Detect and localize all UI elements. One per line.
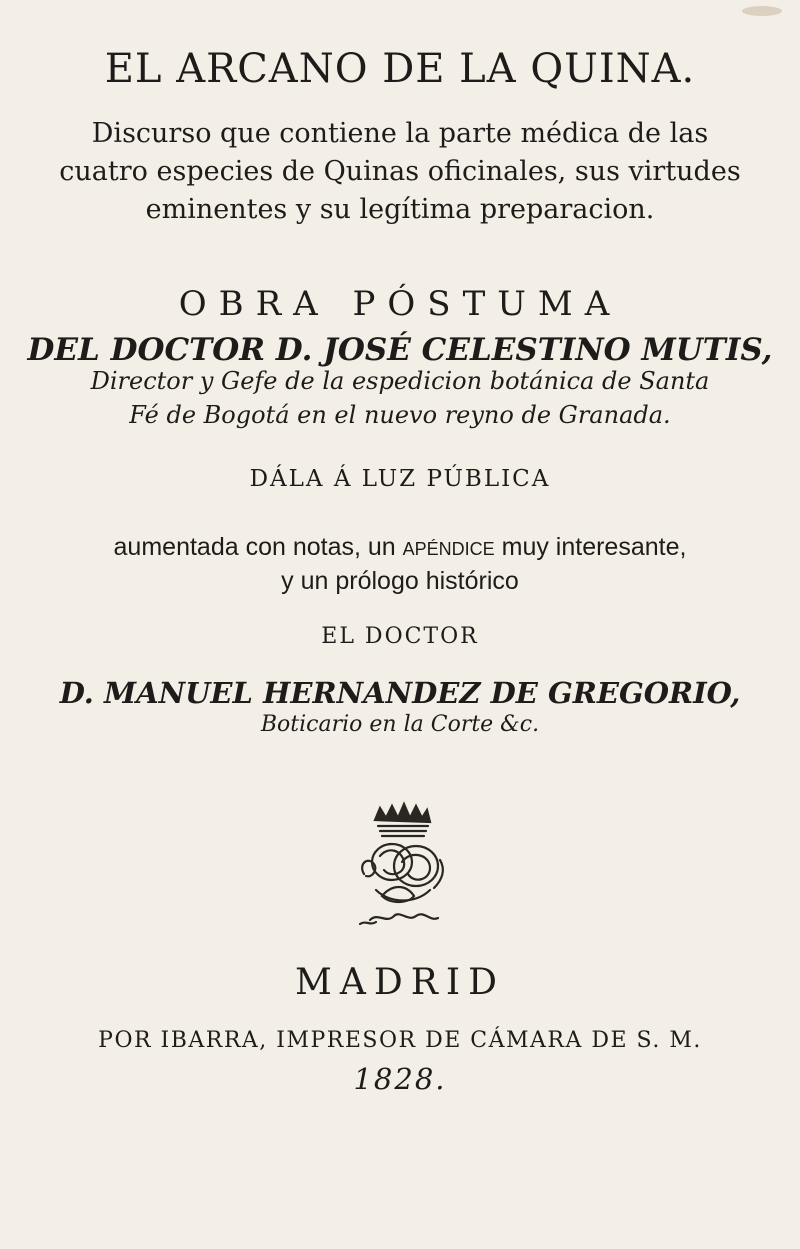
- author-role-line-2: Fé de Bogotá en el nuevo reyno de Granada.: [129, 401, 671, 429]
- doctor-heading: EL DOCTOR: [321, 624, 479, 649]
- publication-line-2: y un prólogo histórico: [281, 567, 519, 595]
- paper-stain: [742, 6, 782, 16]
- editor-name: D. MANUEL HERNANDEZ DE GREGORIO,: [59, 676, 741, 710]
- imprint-year: 1828.: [353, 1062, 447, 1096]
- description-line-2: cuatro especies de Quinas oficinales, sus virtudes: [59, 156, 741, 187]
- author-name: DEL DOCTOR D. JOSÉ CELESTINO MUTIS,: [27, 332, 773, 368]
- obra-postuma-heading: OBRA PÓSTUMA: [178, 284, 622, 324]
- publication-line-1-end: muy interesante,: [501, 533, 687, 561]
- imprint-printer: POR IBARRA, IMPRESOR DE CÁMARA DE S. M.: [98, 1028, 702, 1053]
- imprint-city: MADRID: [295, 962, 505, 1003]
- publication-heading: DÁLA Á LUZ PÚBLICA: [249, 466, 551, 492]
- author-role-line-1: Director y Gefe de la espedicion botánica de Santa: [90, 367, 710, 395]
- printer-ornament-icon: [330, 800, 470, 945]
- description-line-1: Discurso que contiene la parte médica de las: [91, 118, 709, 149]
- publication-line-1-start: aumentada con notas, un: [113, 533, 396, 561]
- description-line-3: eminentes y su legítima preparacion.: [145, 194, 655, 225]
- book-title: EL ARCANO DE LA QUINA.: [104, 46, 696, 92]
- publication-line-1-appendix: apéndice: [402, 533, 495, 561]
- editor-title: Boticario en la Corte &c.: [260, 712, 540, 737]
- publication-line-1: [0, 533, 800, 562]
